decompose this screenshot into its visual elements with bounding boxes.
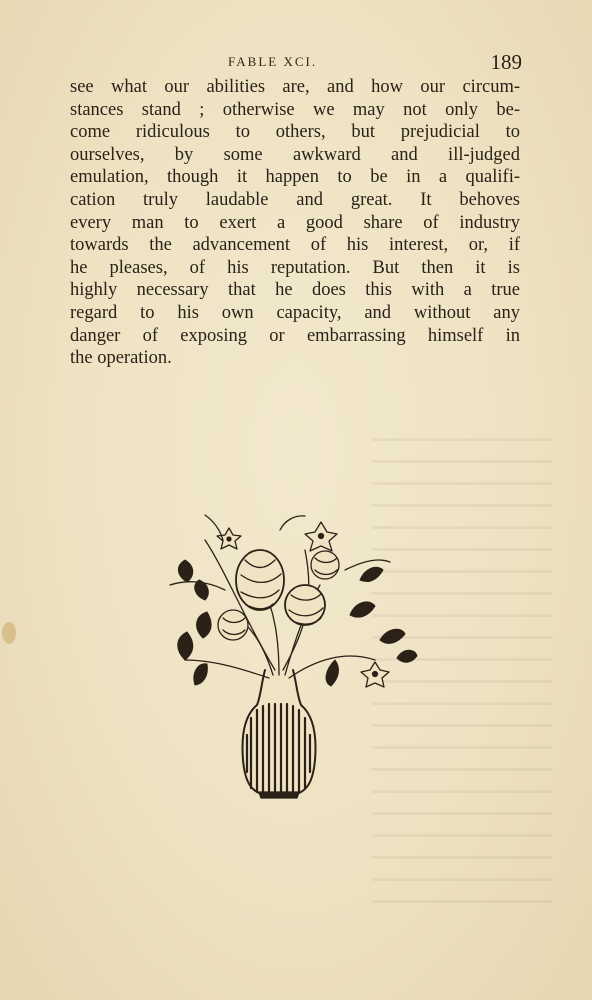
paper-stain [2,622,16,644]
flower-vase-woodcut-icon [165,510,425,805]
page-number: 189 [490,50,522,74]
text-line: come ridiculous to others, but prejudicial to [70,122,520,143]
text-line: every man to exert a good share of industry [70,212,520,233]
page-header [70,50,522,72]
text-line: cation truly laudable and great. It behoves [70,189,520,210]
text-line: see what our abilities are, and how our circum- [70,77,520,97]
text-line: emulation, though it happen to be in a qualifi- [70,167,520,188]
text-line: the operation. [70,348,172,369]
body-text [70,76,520,370]
text-line: highly necessary that he does this with a true [70,280,520,301]
text-line: ourselves, by some awkward and ill-judged [70,144,520,165]
text-line: regard to his own capacity, and without any [70,302,520,323]
text-line: towards the advancement of his interest, or, if [70,235,520,256]
running-head: FABLE XCI. [228,54,318,69]
text-line: stances stand ; otherwise we may not only be- [70,99,520,120]
text-line: danger of exposing or embarrassing himself in [70,325,520,346]
text-line: he pleases, of his reputation. But then it is [70,257,520,278]
